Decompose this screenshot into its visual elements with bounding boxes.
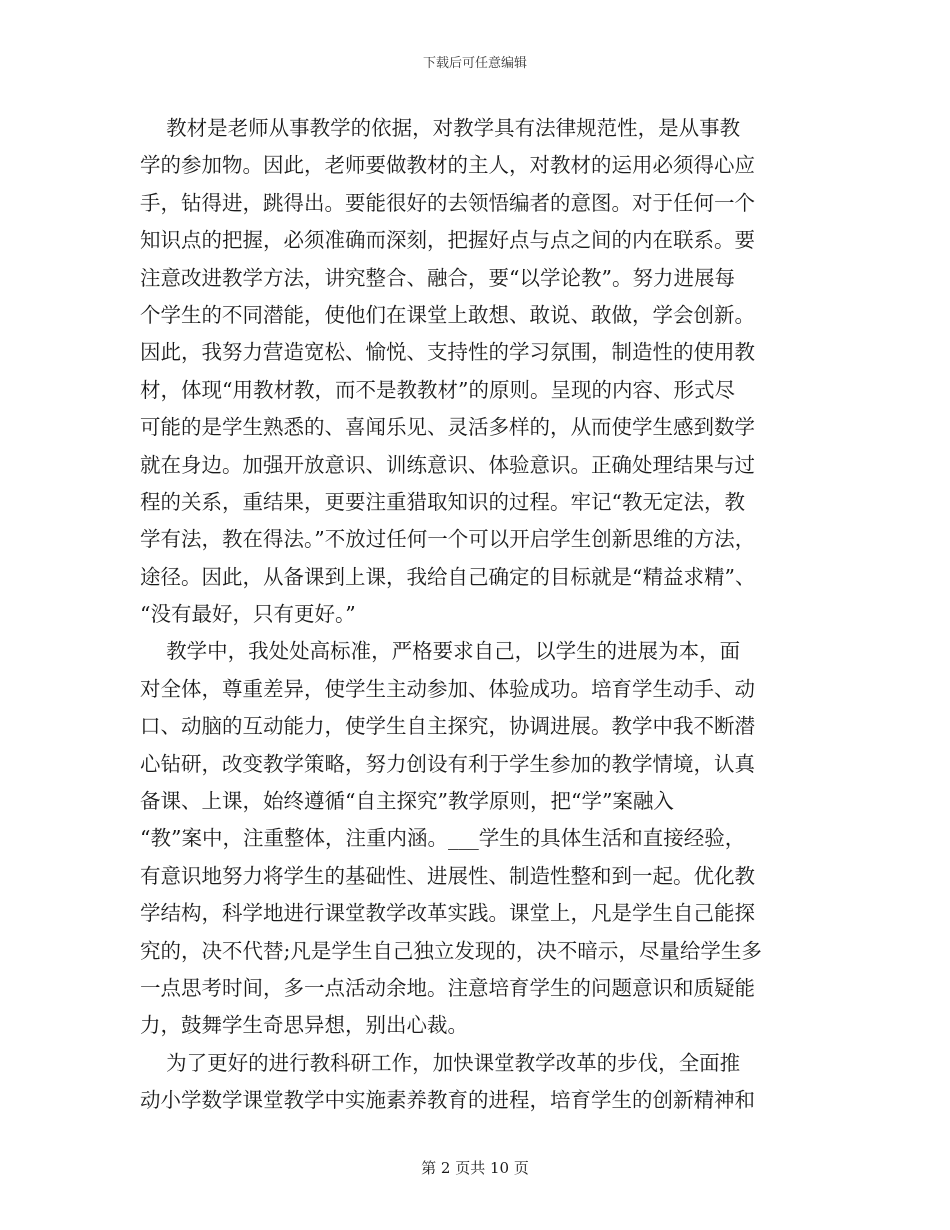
text-line: 可能的是学生熟悉的、喜闻乐见、灵活多样的，从而使学生感到数学 — [140, 415, 755, 440]
text-line: 教材是老师从事教学的依据，对教学具有法律规范性，是从事教 — [140, 116, 741, 140]
text-line: 为了更好的进行教科研工作，加快课堂教学改革的步伐，全面推 — [140, 1050, 741, 1075]
page-footer: 第 2 页共 10 页 — [421, 1159, 529, 1177]
text-line: 知识点的把握，必须准确而深刻，把握好点与点之间的内在联系。要 — [140, 228, 755, 253]
text-line: 口、动脑的互动能力，使学生自主探究，协调进展。教学中我不断潜 — [140, 714, 755, 739]
text-line: 备课、上课，始终遵循“自主探究”教学原则，把“学”案融入 — [140, 789, 674, 814]
text-line: 一点思考时间，多一点活动余地。注意培育学生的问题意识和质疑能 — [140, 975, 755, 1000]
text-line: 程的关系，重结果，更要注重猎取知识的过程。牢记“教无定法，教 — [140, 489, 745, 514]
text-line: 学有法，教在得法。”不放过任何一个可以开启学生创新思维的方法， — [140, 527, 756, 552]
text-line: 注意改进教学方法，讲究整合、融合，要“以学论教”。努力进展每 — [140, 265, 735, 290]
text-line: 学结构，科学地进行课堂教学改革实践。课堂上，凡是学生自己能探 — [140, 901, 755, 926]
text-line: 材，体现“用教材教，而不是教教材”的原则。呈现的内容、形式尽 — [140, 377, 735, 402]
text-line: 对全体，尊重差异，使学生主动参加、体验成功。培育学生动手、动 — [140, 676, 755, 701]
text-line: 学的参加物。因此，老师要做教材的主人，对教材的运用必须得心应 — [140, 153, 755, 178]
text-line: 个学生的不同潜能，使他们在课堂上敢想、敢说、敢做，学会创新。 — [140, 302, 755, 327]
text-line: 动小学数学课堂教学中实施素养教育的进程，培育学生的创新精神和 — [140, 1088, 755, 1113]
text-line: “没有最好，只有更好。” — [140, 602, 356, 627]
paragraph — [140, 633, 820, 1044]
text-line: 力，鼓舞学生奇思异想，别出心裁。 — [140, 1013, 468, 1038]
document-body — [140, 110, 820, 1120]
text-line: 心钻研，改变教学策略，努力创设有利于学生参加的教学情境，认真 — [140, 751, 755, 776]
text-line: 究的，决不代替;凡是学生自己独立发现的，决不暗示，尽量给学生多 — [140, 938, 762, 963]
page-header: 下载后可任意编辑 — [422, 56, 527, 71]
paragraph — [140, 1045, 820, 1120]
text-line: 教学中，我处处高标准，严格要求自己，以学生的进展为本，面 — [140, 639, 741, 664]
paragraph — [140, 110, 820, 633]
text-line: 手，钻得进，跳得出。要能很好的去领悟编者的意图。对于任何一个 — [140, 190, 755, 215]
text-line: 有意识地努力将学生的基础性、进展性、制造性整和到一起。优化教 — [140, 863, 755, 888]
text-line: “教”案中，注重整体，注重内涵。___学生的具体生活和直接经验， — [140, 826, 746, 851]
text-line: 就在身边。加强开放意识、训练意识、体验意识。正确处理结果与过 — [140, 452, 755, 477]
text-line: 因此，我努力营造宽松、愉悦、支持性的学习氛围，制造性的使用教 — [140, 340, 755, 365]
text-line: 途径。因此，从备课到上课，我给自己确定的目标就是“精益求精”、 — [140, 564, 756, 589]
